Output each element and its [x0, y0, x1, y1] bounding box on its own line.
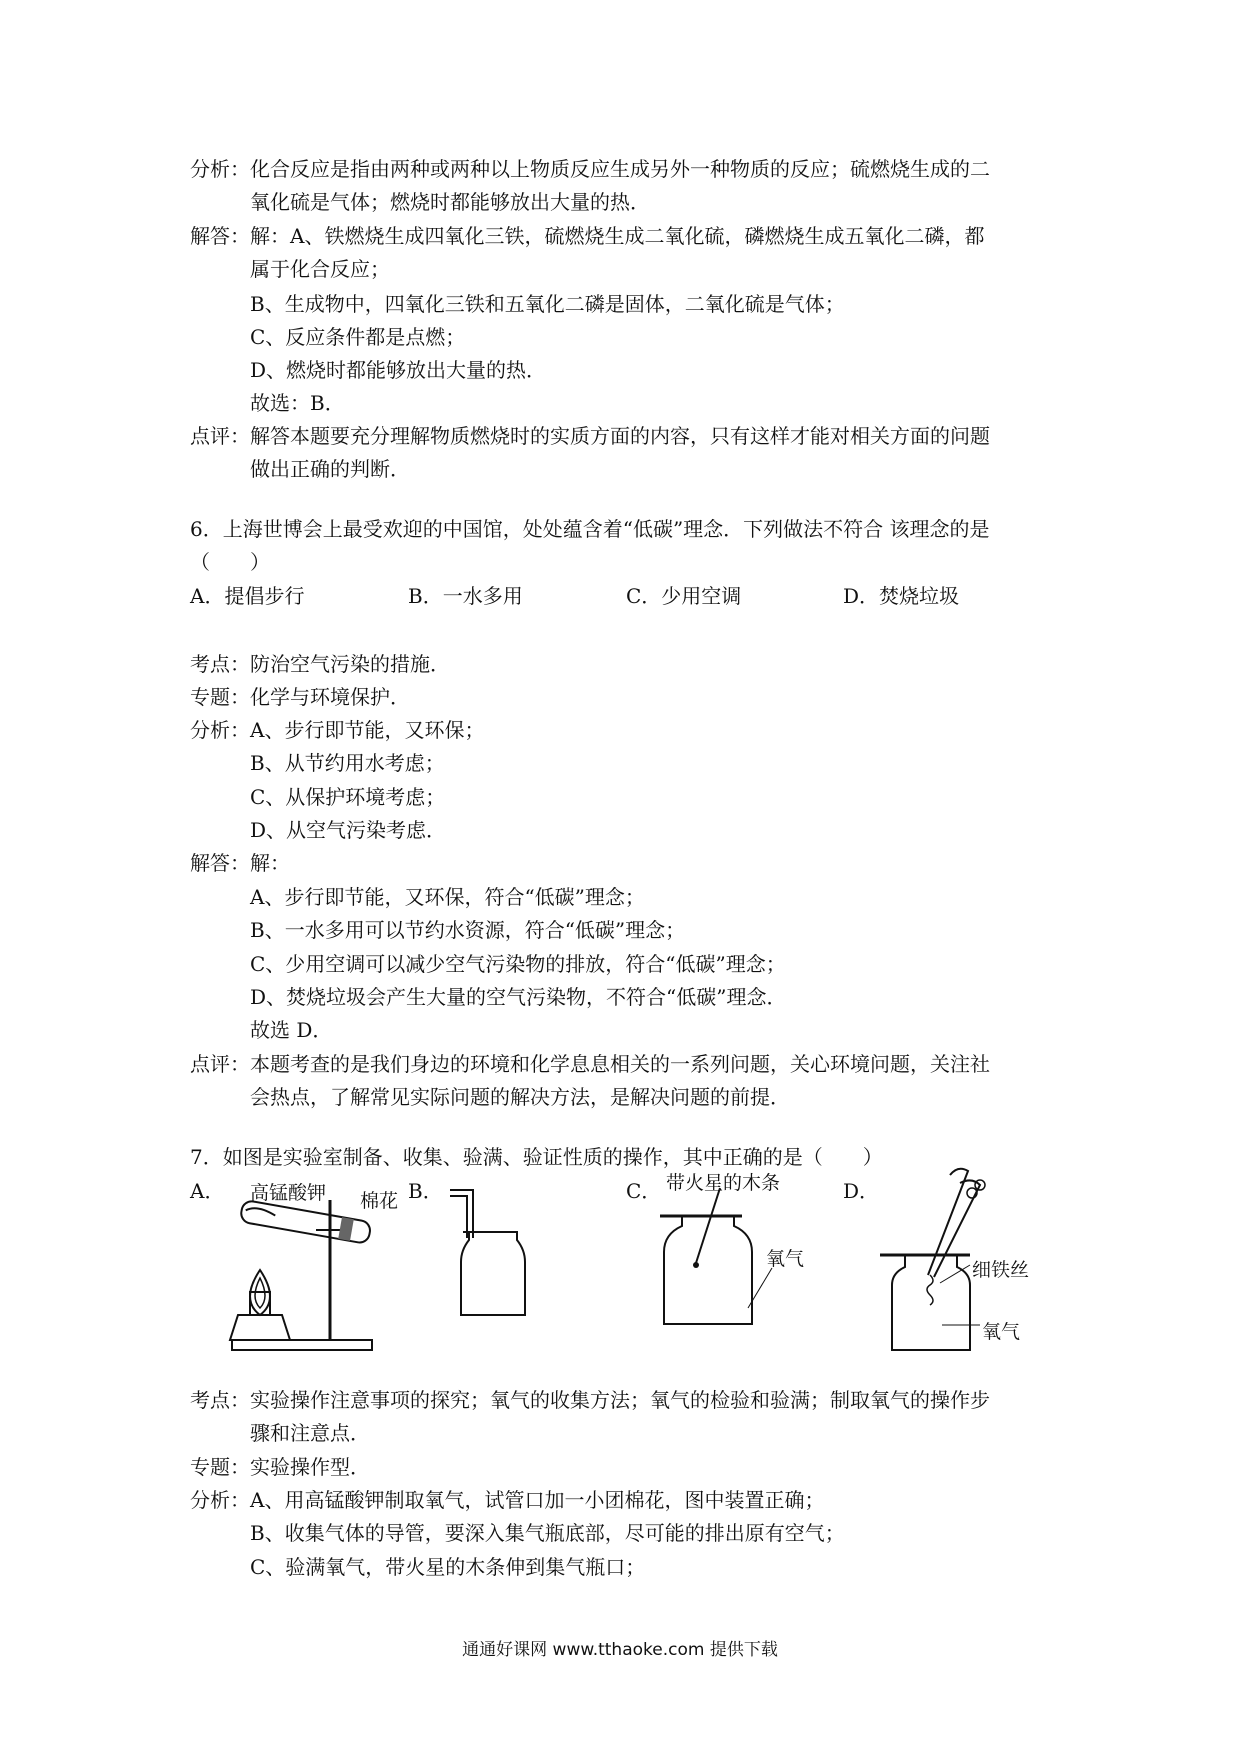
- q7-analysis-text-2: B、收集气体的导管，要深入集气瓶底部，尽可能的排出原有空气；: [250, 1521, 845, 1545]
- q6-answer-head: 解：: [250, 851, 290, 875]
- q6-analysis-text-1: A、步行即节能，又环保；: [250, 718, 485, 742]
- q7-zhuanti-text: 实验操作型．: [250, 1455, 370, 1479]
- q6-comment-text-2: 会热点，了解常见实际问题的解决方法，是解决问题的前提．: [250, 1085, 790, 1109]
- q7-analysis-text-1: A、用高锰酸钾制取氧气，试管口加一小团棉花，图中装置正确；: [250, 1488, 825, 1512]
- q6-option-c: C．少用空调: [626, 584, 742, 608]
- q6-zhuanti-text: 化学与环境保护．: [250, 685, 410, 709]
- q6-zhuanti-label: 专题：: [190, 685, 250, 709]
- q6-answer-text-3: C、少用空调可以减少空气污染物的排放，符合“低碳”理念；: [250, 952, 786, 976]
- q6-answer-text-5: 故选 D．: [250, 1018, 333, 1042]
- q7-fig-b-letter: B．: [408, 1179, 443, 1203]
- q6-option-d: D．焚烧垃圾: [843, 584, 960, 608]
- q7-stem: 7．如图是实验室制备、收集、验满、验证性质的操作，其中正确的是（ ）: [190, 1145, 883, 1169]
- q5-comment-text-2: 做出正确的判断．: [250, 457, 410, 481]
- q5-answer-text-1: 解：A、铁燃烧生成四氧化三铁，硫燃烧生成二氧化硫，磷燃烧生成五氧化二磷，都: [250, 224, 985, 248]
- q7-fig-a-label-kmno4: 高锰酸钾: [250, 1182, 327, 1204]
- q5-answer-label: 解答：: [190, 224, 250, 248]
- q5-answer-text-3: B、生成物中，四氧化三铁和五氧化二磷是固体，二氧化硫是气体；: [250, 292, 845, 316]
- q7-figure-a: [220, 1170, 400, 1360]
- q6-analysis-text-3: C、从保护环境考虑；: [250, 785, 446, 809]
- q7-fig-b-drawing: [445, 1180, 545, 1330]
- q6-answer-text-2: B、一水多用可以节约水资源，符合“低碳”理念；: [250, 918, 686, 942]
- q5-answer-text-2: 属于化合反应；: [250, 257, 390, 281]
- q5-comment-text-1: 解答本题要充分理解物质燃烧时的实质方面的内容，只有这样才能对相关方面的问题: [250, 424, 990, 448]
- q7-fig-d-label-oxygen: 氧气: [982, 1321, 1021, 1343]
- q5-comment-label: 点评：: [190, 424, 250, 448]
- q6-option-a: A．提倡步行: [190, 584, 305, 608]
- q5-answer-text-5: D、燃烧时都能够放出大量的热．: [250, 358, 547, 382]
- q7-analysis-label: 分析：: [190, 1488, 250, 1512]
- q7-fig-d-letter: D．: [843, 1179, 880, 1203]
- q6-analysis-text-2: B、从节约用水考虑；: [250, 751, 445, 775]
- q7-kaodian-text-2: 骤和注意点．: [250, 1421, 370, 1445]
- q6-option-b: B．一水多用: [408, 584, 523, 608]
- q7-fig-c-letter: C．: [626, 1179, 662, 1203]
- q6-analysis-text-4: D、从空气污染考虑．: [250, 818, 447, 842]
- q7-fig-c-label-oxygen: 氧气: [766, 1248, 805, 1270]
- q6-kaodian-text: 防治空气污染的措施．: [250, 652, 450, 676]
- q7-fig-c-label-splint: 带火星的木条: [666, 1172, 781, 1194]
- q5-answer-text-6: 故选：B．: [250, 391, 345, 415]
- q7-fig-a-letter: A．: [190, 1179, 225, 1203]
- q6-answer-text-4: D、焚烧垃圾会产生大量的空气污染物，不符合“低碳”理念．: [250, 985, 787, 1009]
- q6-stem-1: 6．上海世博会上最受欢迎的中国馆，处处蕴含着“低碳”理念．下列做法不符合 该理念的是: [190, 517, 990, 541]
- q7-kaodian-label: 考点：: [190, 1388, 250, 1412]
- q5-analysis-label: 分析：: [190, 157, 250, 181]
- q5-analysis-text-2: 氧化硫是气体；燃烧时都能够放出大量的热．: [250, 190, 650, 214]
- q6-stem-2: （ ）: [190, 550, 270, 574]
- page-footer: 通通好课网 www.tthaoke.com 提供下载: [462, 1640, 778, 1660]
- q6-comment-text-1: 本题考查的是我们身边的环境和化学息息相关的一系列问题，关心环境问题，关注社: [250, 1052, 990, 1076]
- q6-analysis-label: 分析：: [190, 718, 250, 742]
- q5-analysis-text-1: 化合反应是指由两种或两种以上物质反应生成另外一种物质的反应；硫燃烧生成的二: [250, 157, 990, 181]
- q7-fig-d-label-wire: 细铁丝: [972, 1259, 1030, 1281]
- q6-answer-text-1: A、步行即节能，又环保，符合“低碳”理念；: [250, 885, 645, 909]
- q6-answer-label: 解答：: [190, 851, 250, 875]
- q7-zhuanti-label: 专题：: [190, 1455, 250, 1479]
- q7-figure-b: [445, 1180, 545, 1330]
- q6-comment-label: 点评：: [190, 1052, 250, 1076]
- q5-answer-text-4: C、反应条件都是点燃；: [250, 325, 466, 349]
- q7-figure-d: [880, 1165, 1050, 1365]
- q7-figure-c: [660, 1168, 810, 1338]
- q7-analysis-text-3: C、验满氧气，带火星的木条伸到集气瓶口；: [250, 1555, 646, 1579]
- q6-kaodian-label: 考点：: [190, 652, 250, 676]
- q7-kaodian-text-1: 实验操作注意事项的探究；氧气的收集方法；氧气的检验和验满；制取氧气的操作步: [250, 1388, 990, 1412]
- q7-fig-a-label-cotton: 棉花: [360, 1190, 399, 1212]
